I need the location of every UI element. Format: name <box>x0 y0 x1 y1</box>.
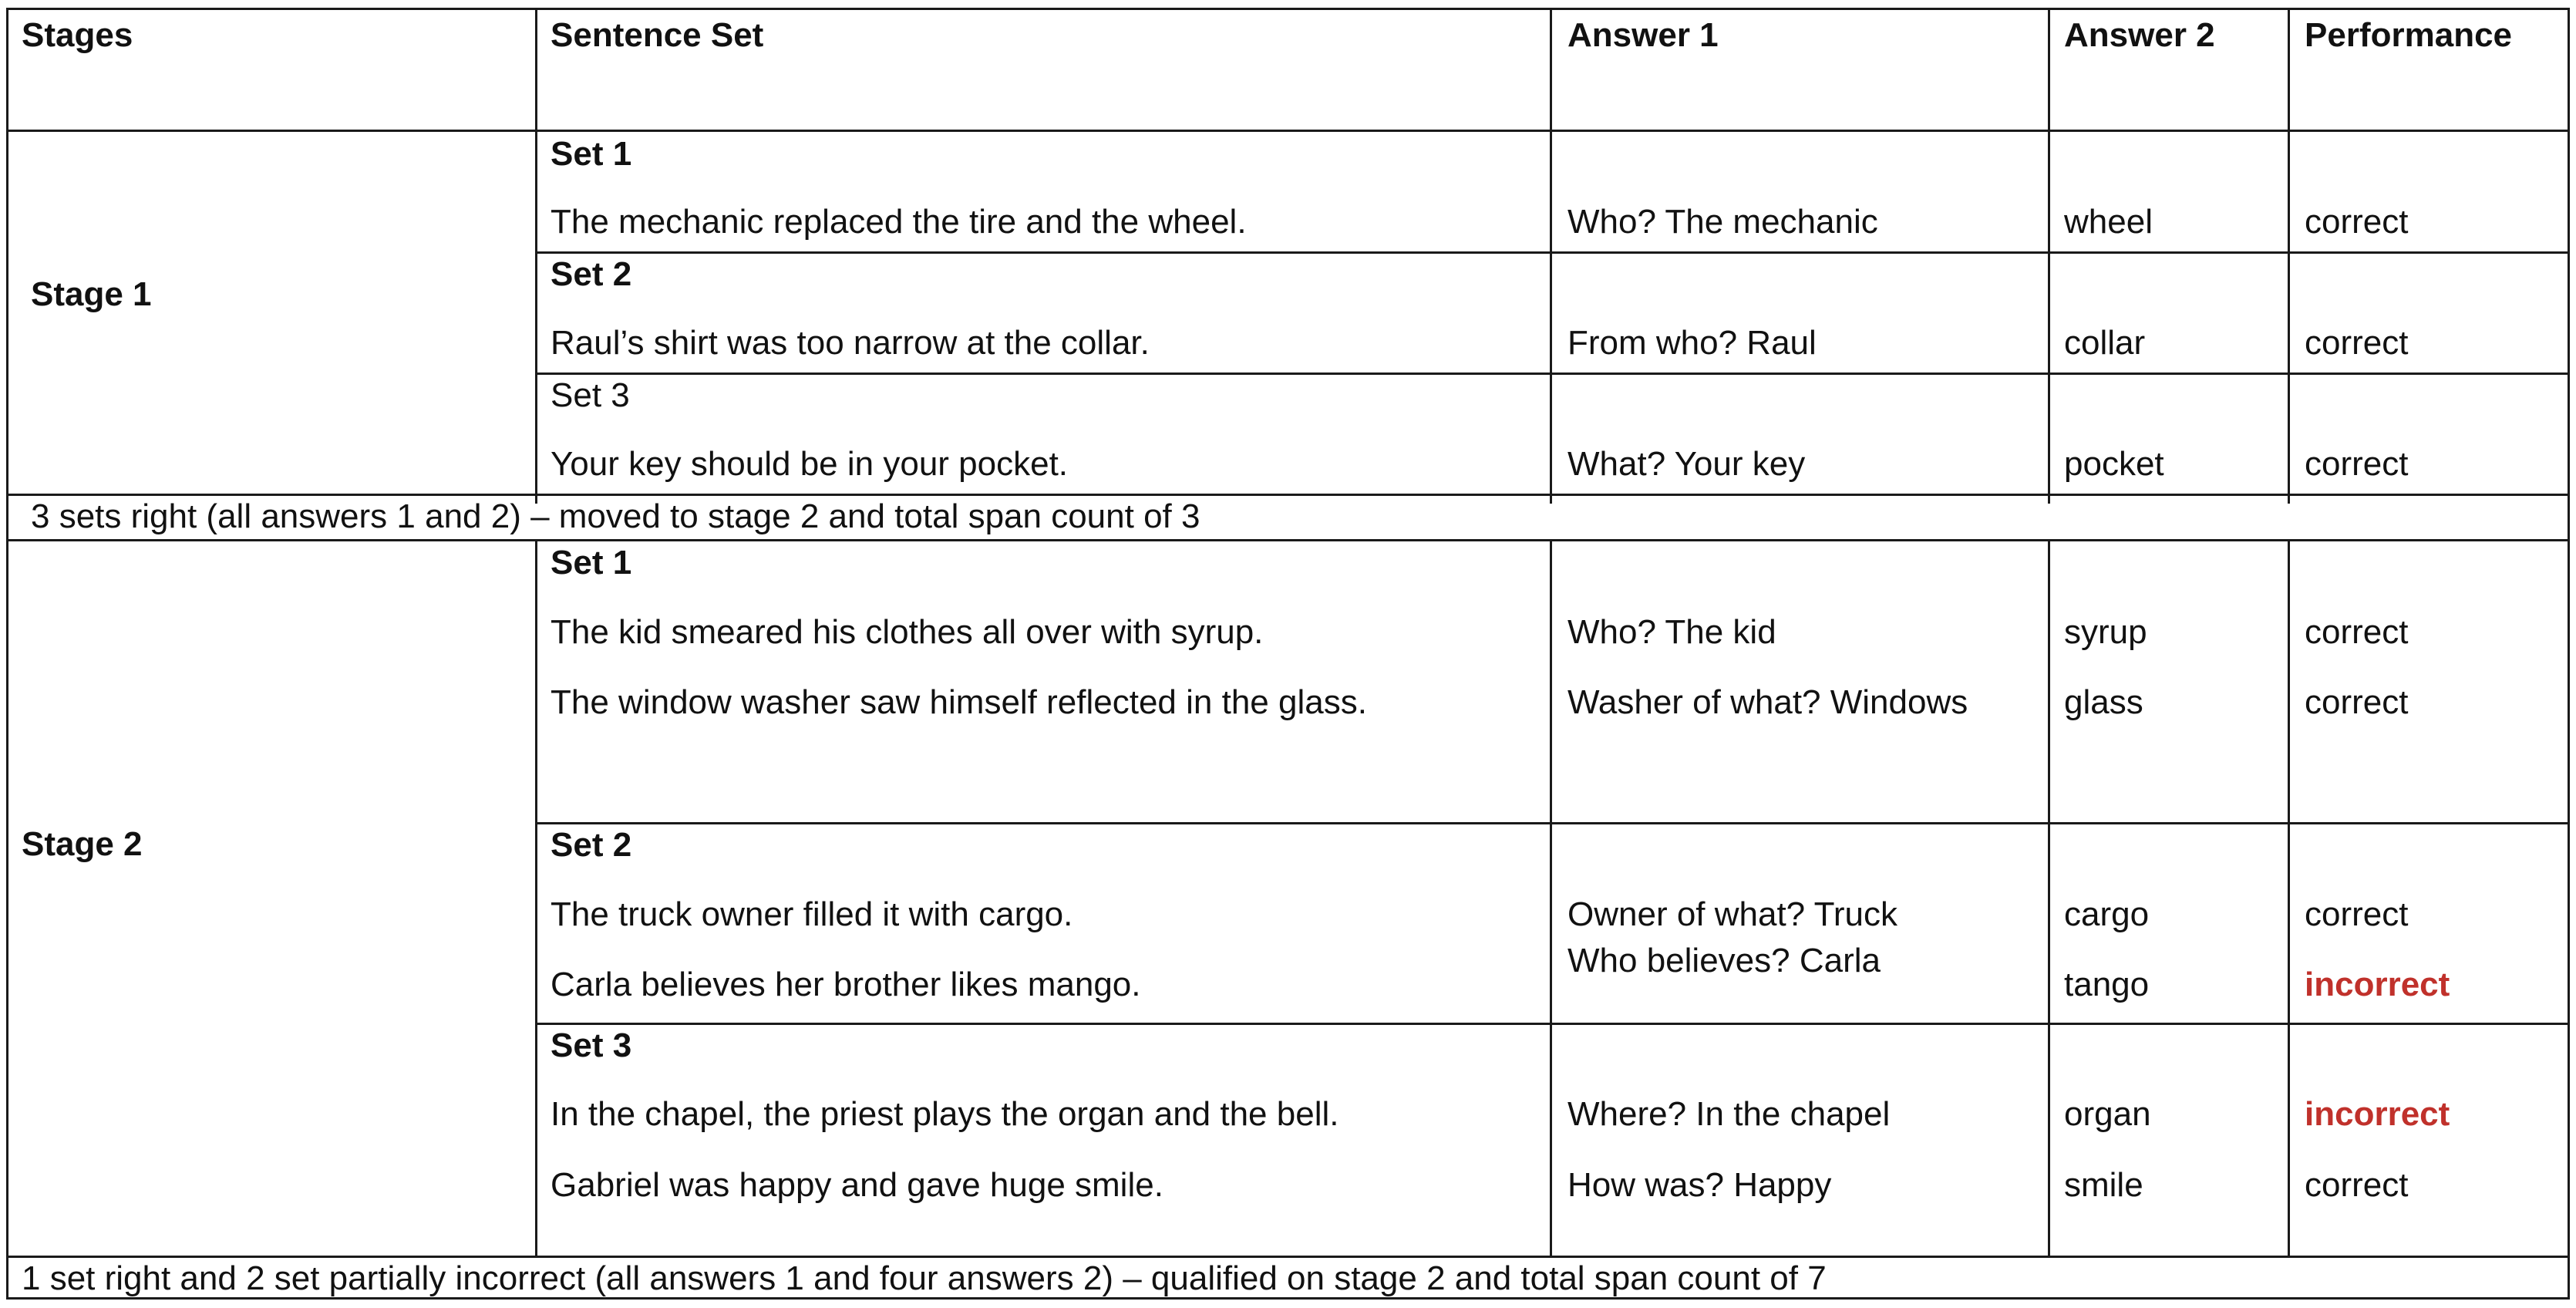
stage2-label: Stage 2 <box>22 825 143 863</box>
stage2-set1-row2-sentence: The window washer saw himself reflected in the glass. <box>551 683 1367 721</box>
stage1-set2-sentence: Raul’s shirt was too narrow at the collar. <box>551 324 1150 362</box>
stage2-set1-row2-performance: correct <box>2305 683 2409 721</box>
row-divider <box>8 539 2568 541</box>
col-divider <box>2048 10 2050 504</box>
stage1-set1-sentence: The mechanic replaced the tire and the wheel. <box>551 203 1247 241</box>
stage1-set3-sentence: Your key should be in your pocket. <box>551 445 1069 483</box>
stage1-summary: 3 sets right (all answers 1 and 2) – moved to stage 2 and total span count of 3 <box>31 497 1200 535</box>
stage1-set2-performance: correct <box>2305 324 2409 362</box>
row-divider <box>8 494 2568 496</box>
row-divider <box>8 1256 2568 1258</box>
row-divider <box>535 822 2568 824</box>
stage2-set2-row1-performance: correct <box>2305 895 2409 933</box>
stage2-set1-row1-answer2: syrup <box>2064 613 2147 651</box>
stage2-summary: 1 set right and 2 set partially incorrect (all answers 1 and four answers 2) – qualified on stage 2 and total span count of 7 <box>22 1259 1827 1297</box>
row-divider <box>8 130 2568 132</box>
row-divider <box>535 1023 2568 1025</box>
col-divider <box>2288 539 2290 1256</box>
stage2-set2-row2-performance: incorrect <box>2305 966 2450 1003</box>
stage1-set1-title: Set 1 <box>551 135 632 173</box>
stage2-set2-row1-answer2: cargo <box>2064 895 2150 933</box>
stage2-set3-row1-answer2: organ <box>2064 1095 2151 1133</box>
stage2-set1-row2-answer2: glass <box>2064 683 2143 721</box>
stage1-set2-title: Set 2 <box>551 255 632 293</box>
header-answer2: Answer 2 <box>2064 16 2215 54</box>
stage2-set3-row2-answer1: How was? Happy <box>1567 1166 1832 1204</box>
col-divider <box>2048 539 2050 1256</box>
col-divider <box>535 539 537 1256</box>
stage2-set2-title: Set 2 <box>551 826 632 864</box>
col-divider <box>535 10 537 504</box>
stage2-set3-row2-answer2: smile <box>2064 1166 2143 1204</box>
stage2-set3-row2-performance: correct <box>2305 1166 2409 1204</box>
stage2-set1-row2-answer1: Washer of what? Windows <box>1567 683 1968 721</box>
stage1-set2-answer2: collar <box>2064 324 2146 362</box>
stage1-set3-performance: correct <box>2305 445 2409 483</box>
col-divider <box>2288 10 2290 504</box>
stage1-set1-performance: correct <box>2305 203 2409 241</box>
row-divider <box>535 251 2568 254</box>
stage2-set3-row1-sentence: In the chapel, the priest plays the organ and the bell. <box>551 1095 1339 1133</box>
stage2-set3-row1-answer1: Where? In the chapel <box>1567 1095 1891 1133</box>
row-divider <box>535 373 2568 375</box>
stage2-set2-row2-answer2: tango <box>2064 966 2150 1003</box>
stage2-set2-row2-sentence: Carla believes her brother likes mango. <box>551 966 1141 1003</box>
stage2-set3-row2-sentence: Gabriel was happy and gave huge smile. <box>551 1166 1163 1204</box>
stage1-set3-title: Set 3 <box>551 376 630 414</box>
stage1-set2-answer1: From who? Raul <box>1567 324 1817 362</box>
stage2-set1-row1-performance: correct <box>2305 613 2409 651</box>
header-sentence-set: Sentence Set <box>551 16 764 54</box>
stage1-set1-answer1: Who? The mechanic <box>1567 203 1878 241</box>
stage1-set3-answer2: pocket <box>2064 445 2164 483</box>
stage2-set1-title: Set 1 <box>551 544 632 582</box>
stage2-set2-row2-answer1: Who believes? Carla <box>1567 942 1881 979</box>
stage2-set1-row1-sentence: The kid smeared his clothes all over with syrup. <box>551 613 1264 651</box>
stage2-set2-row1-answer1: Owner of what? Truck <box>1567 895 1897 933</box>
stage2-set2-row1-sentence: The truck owner filled it with cargo. <box>551 895 1073 933</box>
stage1-label: Stage 1 <box>31 275 152 313</box>
stage2-set1-row1-answer1: Who? The kid <box>1567 613 1776 651</box>
header-stages: Stages <box>22 16 133 54</box>
stage1-set3-answer1: What? Your key <box>1567 445 1806 483</box>
stage2-set3-row1-performance: incorrect <box>2305 1095 2450 1133</box>
stage2-set3-title: Set 3 <box>551 1027 632 1064</box>
header-performance: Performance <box>2305 16 2513 54</box>
col-divider <box>1550 10 1552 504</box>
header-answer1: Answer 1 <box>1567 16 1719 54</box>
stage1-set1-answer2: wheel <box>2064 203 2153 241</box>
col-divider <box>1550 539 1552 1256</box>
results-table <box>6 8 2570 1300</box>
